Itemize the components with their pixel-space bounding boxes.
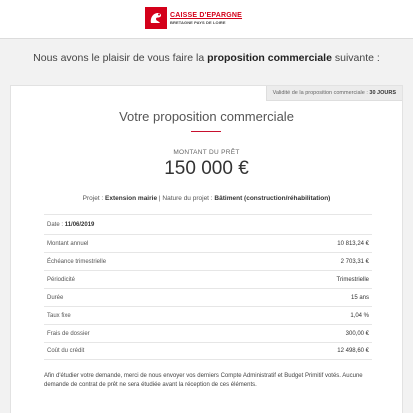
brand-logo[interactable] (145, 7, 242, 29)
row-label: Coût du crédit (47, 348, 85, 354)
row-label: Durée (47, 294, 64, 301)
brand-region: BRETAGNE PAYS DE LOIRE (170, 19, 226, 25)
row-value: 12 498,60 € (337, 348, 369, 354)
row-value: Trimestrielle (336, 276, 369, 283)
loan-amount-value: 150 000 € (164, 158, 249, 179)
date-label: Date : (47, 221, 65, 228)
documents-note: Afin d'étudier votre demande, merci de nous envoyer vos derniers Compte Administratif et Budget Primitif votés. Aucune demande de contrat de prêt ne sera étudiée avant la réception de ces éléments. (44, 373, 363, 388)
row-label: Montant annuel (47, 240, 89, 247)
table-row (44, 234, 372, 252)
loan-amount-label: MONTANT DU PRÊT (173, 149, 240, 156)
row-label: Échéance trimestrielle (47, 258, 107, 265)
project-line (11, 195, 402, 202)
validity-value: 30 JOURS (369, 90, 396, 96)
proposal-card (10, 85, 403, 413)
proposal-title: Votre proposition commerciale (119, 109, 294, 124)
project-value: Extension mairie (105, 195, 158, 202)
intro-after: suivante : (331, 52, 380, 64)
project-label: Projet : (82, 195, 106, 202)
nature-value: Bâtiment (construction/réhabilitation) (214, 195, 331, 202)
row-label: Frais de dossier (47, 330, 90, 337)
details-table (44, 214, 372, 360)
table-row (44, 252, 372, 270)
validity-label: Validité de la proposition commerciale : (272, 90, 370, 96)
row-value: 10 813,24 € (337, 240, 369, 247)
table-row (44, 270, 372, 288)
row-value: 15 ans (350, 294, 369, 301)
date-value: 11/06/2019 (64, 221, 95, 228)
title-divider (191, 131, 221, 132)
table-row (44, 342, 372, 360)
intro-before: Nous avons le plaisir de vous faire la (33, 52, 208, 64)
table-row (44, 306, 372, 324)
table-row (44, 324, 372, 342)
brand-name: CAISSE D'EPARGNE (170, 11, 243, 19)
header-bar (0, 0, 413, 39)
squirrel-logo-icon (145, 7, 167, 29)
row-value: 2 703,31 € (340, 258, 369, 265)
nature-label: | Nature du projet : (157, 195, 215, 202)
row-label: Taux fixe (47, 312, 71, 319)
intro-text (0, 52, 413, 64)
date-row (44, 214, 372, 234)
row-value: 1,04 % (350, 312, 369, 319)
table-row (44, 288, 372, 306)
intro-bold: proposition commerciale (207, 52, 332, 64)
row-value: 300,00 € (345, 330, 369, 337)
validity-badge (266, 86, 402, 101)
row-label: Périodicité (47, 276, 76, 283)
